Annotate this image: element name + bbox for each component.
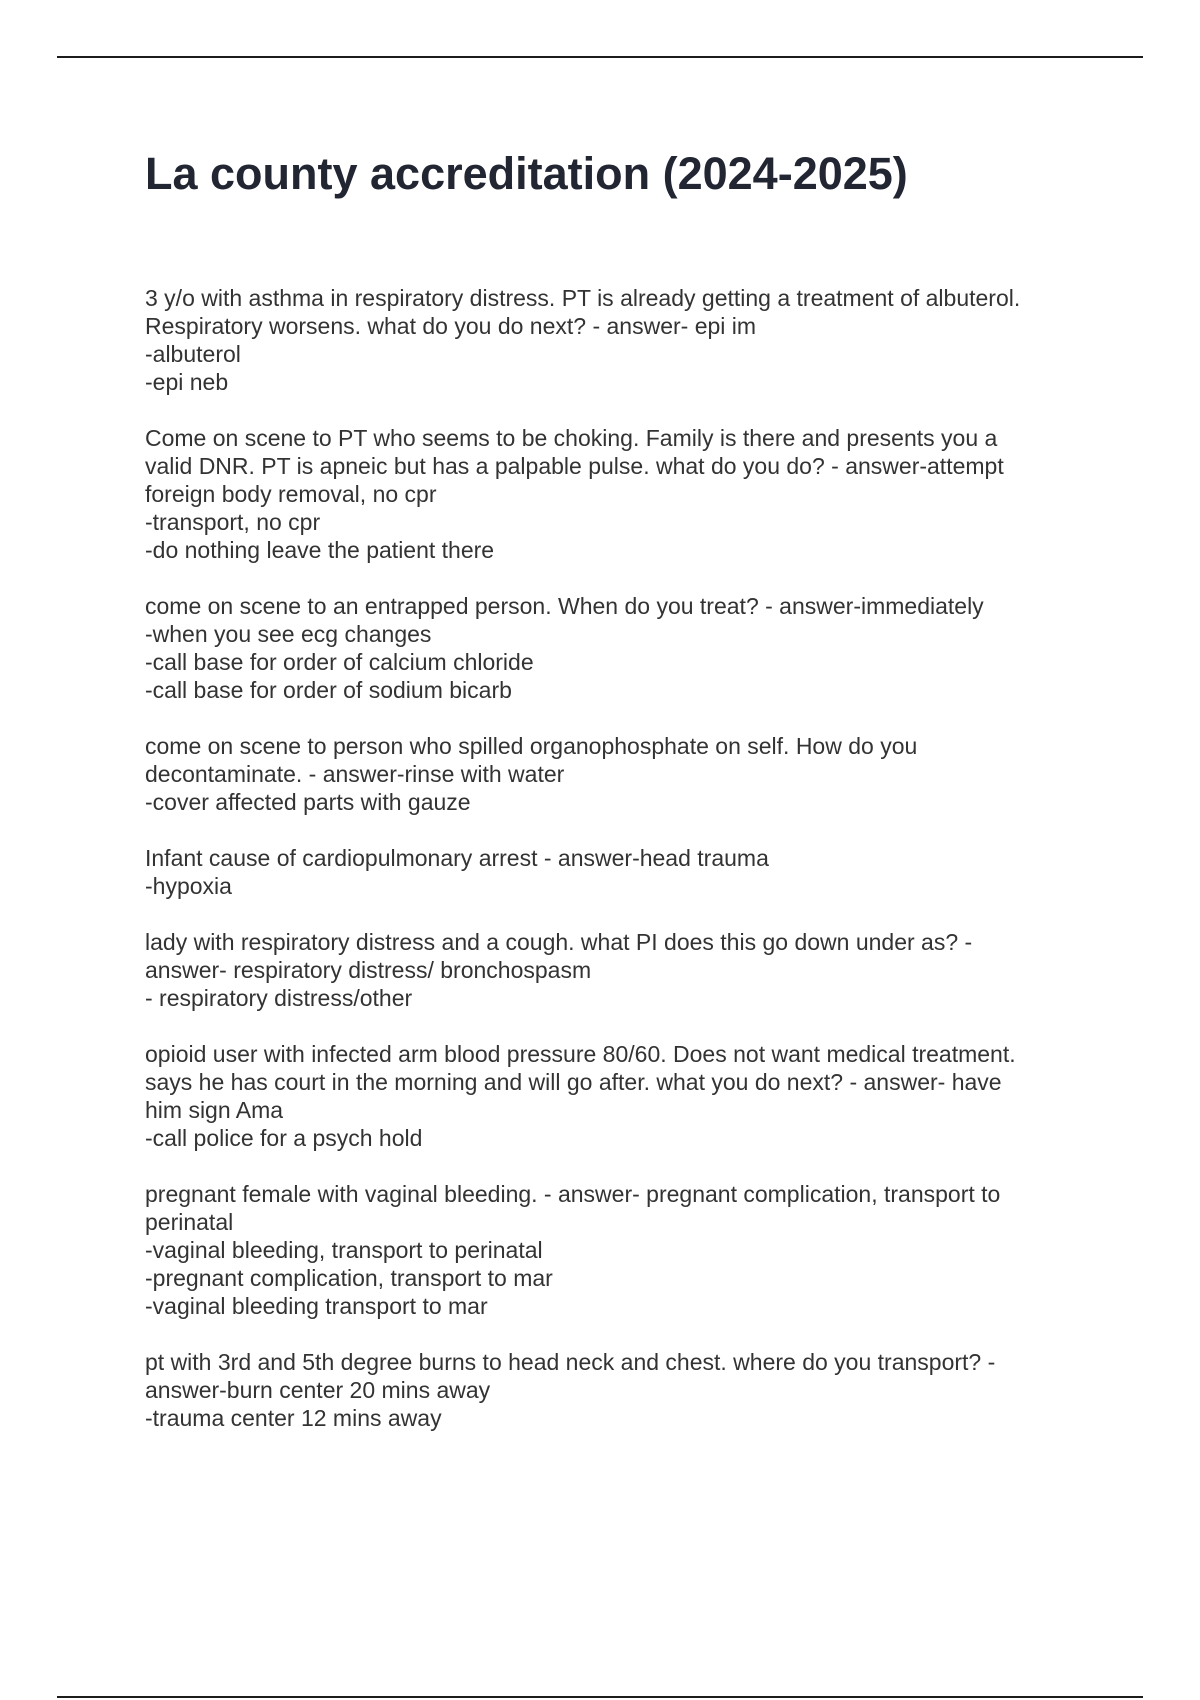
qa-text-line: perinatal — [145, 1209, 234, 1235]
qa-item — [145, 1040, 1075, 1152]
qa-text-line: pt with 3rd and 5th degree burns to head neck and chest. where do you transport? - — [145, 1349, 996, 1375]
qa-text-line: lady with respiratory distress and a cough. what PI does this go down under as? - — [145, 929, 973, 955]
qa-item — [145, 424, 1075, 564]
page-title: La county accreditation (2024-2025) — [145, 148, 908, 199]
qa-text-line: -pregnant complication, transport to mar — [145, 1265, 553, 1291]
qa-text-line: -trauma center 12 mins away — [145, 1405, 442, 1431]
qa-item — [145, 284, 1075, 396]
qa-text-line: -transport, no cpr — [145, 509, 321, 535]
qa-text-line: Respiratory worsens. what do you do next? - answer- epi im — [145, 313, 757, 339]
qa-text-line: -hypoxia — [145, 873, 232, 899]
qa-text-line: -call base for order of sodium bicarb — [145, 677, 512, 703]
qa-text-line: -vaginal bleeding, transport to perinatal — [145, 1237, 543, 1263]
bottom-divider — [57, 1696, 1143, 1698]
top-divider — [57, 56, 1143, 58]
qa-item — [145, 844, 1075, 900]
qa-text-line: Come on scene to PT who seems to be choking. Family is there and presents you a — [145, 425, 998, 451]
qa-text-line: -call police for a psych hold — [145, 1125, 423, 1151]
qa-text-line: -do nothing leave the patient there — [145, 537, 495, 563]
qa-item — [145, 732, 1075, 816]
qa-text-line: decontaminate. - answer-rinse with water — [145, 761, 565, 787]
qa-text-line: -albuterol — [145, 341, 241, 367]
qa-text-line: -cover affected parts with gauze — [145, 789, 471, 815]
qa-item — [145, 928, 1075, 1012]
qa-text-line: answer-burn center 20 mins away — [145, 1377, 491, 1403]
qa-text-line: - respiratory distress/other — [145, 985, 413, 1011]
qa-text-line: -call base for order of calcium chloride — [145, 649, 534, 675]
qa-text-line: foreign body removal, no cpr — [145, 481, 437, 507]
qa-text-line: says he has court in the morning and will go after. what you do next? - answer- have — [145, 1069, 1002, 1095]
qa-text-line: valid DNR. PT is apneic but has a palpable pulse. what do you do? - answer-attempt — [145, 453, 1004, 479]
qa-text-line: 3 y/o with asthma in respiratory distress. PT is already getting a treatment of albuterol. — [145, 285, 1021, 311]
qa-item — [145, 1348, 1075, 1432]
qa-text-line: come on scene to an entrapped person. When do you treat? - answer-immediately — [145, 593, 984, 619]
qa-text-line: pregnant female with vaginal bleeding. - answer- pregnant complication, transport to — [145, 1181, 1001, 1207]
qa-text-line: Infant cause of cardiopulmonary arrest - answer-head trauma — [145, 845, 769, 871]
qa-text-line: -vaginal bleeding transport to mar — [145, 1293, 488, 1319]
qa-item — [145, 592, 1075, 704]
qa-item — [145, 1180, 1075, 1320]
qa-text-line: -epi neb — [145, 369, 229, 395]
qa-text-line: him sign Ama — [145, 1097, 284, 1123]
qa-text-line: come on scene to person who spilled organophosphate on self. How do you — [145, 733, 918, 759]
qa-text-line: opioid user with infected arm blood pressure 80/60. Does not want medical treatment. — [145, 1041, 1016, 1067]
qa-text-line: answer- respiratory distress/ bronchospasm — [145, 957, 592, 983]
qa-text-line: -when you see ecg changes — [145, 621, 432, 647]
qa-list — [145, 284, 1075, 1460]
